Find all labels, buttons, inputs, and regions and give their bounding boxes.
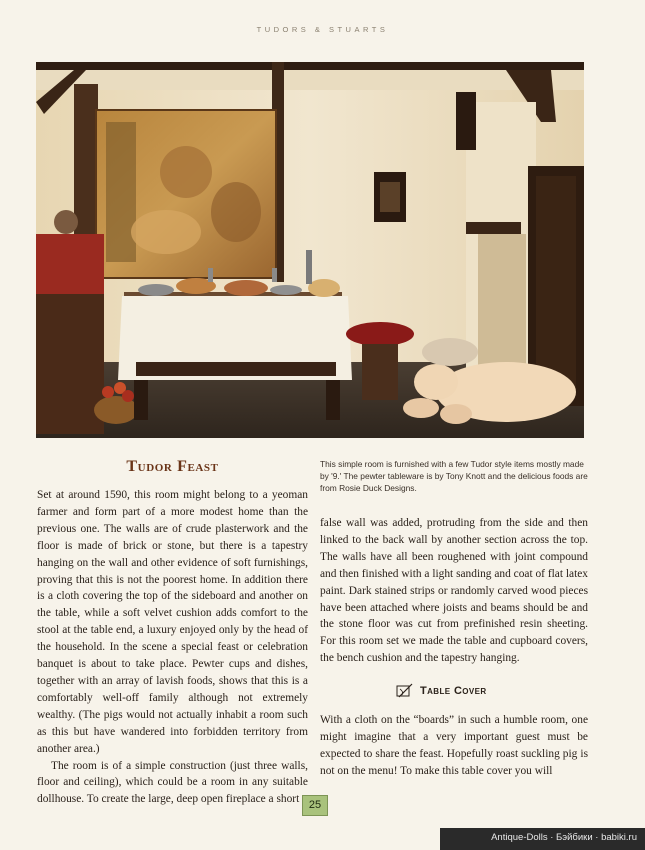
section-heading [396, 681, 487, 701]
paragraph-continued: false wall was added, protruding from the side and then linked to the back wall by another section across the top. The walls have all been roughened with joint compound and then finished with a light sanding and coat of flat latex paint. Dark stained strips or randomly carved wood pieces have been attached where joists and beams should be and the stone floor was cut from prefinished resin sheeting. For this room set we made the table and cupboard covers, the bench cushion and the tapestry hanging. [320, 517, 588, 665]
watermark-bar [440, 828, 645, 850]
dollhouse-room-illustration [36, 62, 584, 438]
paragraph-intro: Set at around 1590, this room might belong to a yeoman farmer and form part of a more modest home than the previous one. The walls are of crude plasterwork and the floor is made of brick or stone, but there is a tapestry hanging on the wall and other evidence of soft furnishings, proving that this is not the poorest home. In addition there is a cloth covering the top of the sideboard and another on the table, while a soft velvet cushion adds comfort to the stool at the table end, a luxury enjoyed only by the head of the household. In the scene a special feast or celebration banquet is about to take place. Pewter cups and dishes, together with an array of lavish foods, shows that this is a comfortably well-off family although not extremely wealthy. (The pigs would not actually inhabit a room such as this but have wandered into forbidden territory from another area.) [37, 489, 308, 755]
column-right-bottom [320, 712, 588, 780]
section-heading-text: Table Cover [420, 685, 487, 697]
paragraph-table-cover: With a cloth on the “boards” in such a humble room, one might imagine that a very important guest must be expected to share the feast. Hopefully roast suckling pig is not on the menu! To make this table cover you will [320, 714, 588, 777]
needle-thread-icon [396, 683, 414, 699]
room-photo [36, 62, 584, 438]
column-left [37, 487, 308, 808]
watermark-text: Antique-Dolls · Бэйбики · babiki.ru [491, 832, 637, 843]
photo-caption: This simple room is furnished with a few Tudor style items mostly made by '9.' The pewter tableware is by Tony Knott and the delicious foods are from Rosie Duck Designs. [320, 459, 588, 493]
running-header: TUDORS & STUARTS [256, 25, 389, 34]
paragraph-construction: The room is of a simple construction (just three walls, floor and ceiling), which could be a room in any suitable dollhouse. To create the large, deep open fireplace a short [37, 759, 308, 806]
page-number: 25 [302, 795, 328, 816]
column-right-top [320, 515, 588, 667]
article-title: Tudor Feast [126, 458, 219, 475]
